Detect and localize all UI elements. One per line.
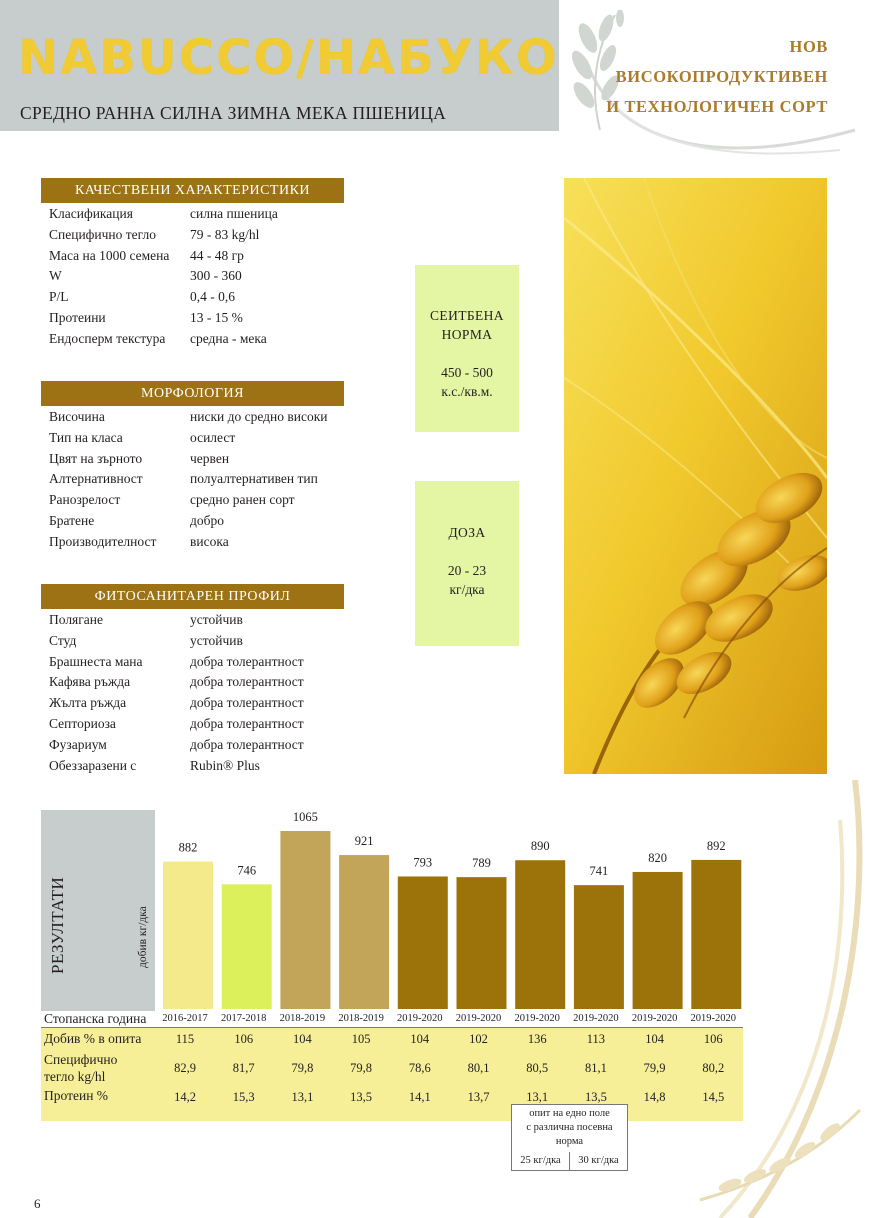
morphology-key: Цвят на зърното — [49, 450, 143, 466]
tag-new: НОВ — [789, 37, 828, 56]
yield-bar — [633, 872, 683, 1009]
phyto-key: Студ — [49, 632, 77, 648]
test-weight-cell: 78,6 — [408, 1061, 431, 1075]
morphology-row — [49, 449, 328, 470]
seeding-rate-value: 450 - 500 — [441, 365, 493, 380]
phyto-value: устойчив — [190, 612, 243, 627]
yield-axis-label: добив кг/дка — [137, 906, 149, 968]
morphology-row — [49, 469, 328, 490]
season-label: 2019-2020 — [631, 1013, 678, 1024]
yield-bar — [163, 862, 213, 1009]
morphology-value: висока — [190, 533, 229, 549]
yield-pct-cell: 115 — [175, 1032, 195, 1046]
row-label-yield: Добив % в опита — [44, 1031, 142, 1046]
phyto-section-title: ФИТОСАНИТАРЕН ПРОФИЛ — [41, 584, 344, 608]
yield-pct-cell: 102 — [469, 1032, 488, 1046]
yield-pct-cell: 106 — [703, 1032, 723, 1046]
phyto-row — [49, 693, 304, 714]
dose-value: 20 - 23 — [447, 563, 487, 578]
yield-pct-cell: 104 — [410, 1032, 430, 1046]
yield-value-label: 789 — [472, 856, 491, 871]
phyto-key: Фузариум — [49, 736, 107, 752]
morphology-row — [49, 428, 328, 449]
yield-bar — [339, 855, 389, 1009]
yield-bar — [222, 884, 272, 1009]
variety-title: NABUCCO/НАБУКО — [18, 30, 559, 86]
phyto-row — [49, 610, 304, 631]
yield-pct-cell: 104 — [645, 1032, 664, 1046]
phyto-row — [49, 652, 304, 673]
yield-value-label: 741 — [589, 864, 609, 879]
test-weight-cell: 79,8 — [350, 1061, 373, 1075]
page-number: 6 — [34, 1196, 41, 1211]
protein-cell: 14,2 — [174, 1090, 196, 1104]
yield-value-label: 882 — [178, 840, 198, 855]
yield-bar — [574, 885, 624, 1009]
quality-key: Ендосперм текстура — [49, 330, 166, 346]
yield-bar — [398, 876, 448, 1009]
morphology-value: ниски до средно високи — [190, 409, 328, 424]
quality-key: W — [49, 268, 62, 284]
results-label: РЕЗУЛТАТИ — [48, 876, 67, 974]
season-label: 2018-2019 — [338, 1013, 384, 1024]
morphology-row — [49, 490, 328, 511]
quality-list — [49, 204, 278, 350]
test-weight-cell: 82,9 — [174, 1061, 196, 1075]
phyto-value: добра толерантност — [190, 715, 304, 731]
phyto-row — [49, 672, 304, 693]
quality-row — [49, 287, 278, 308]
test-weight-cell: 81,7 — [232, 1061, 255, 1075]
yield-bar — [280, 831, 330, 1009]
phyto-key: Обеззаразени с — [49, 757, 137, 773]
phyto-key: Кафява ръжда — [49, 674, 131, 690]
morphology-key: Алтернативност — [49, 471, 143, 487]
protein-cell: 14,8 — [643, 1090, 666, 1104]
yield-bar — [515, 860, 565, 1009]
morphology-key: Височина — [49, 409, 105, 424]
test-weight-cell: 80,5 — [526, 1061, 549, 1075]
yield-pct-cell: 136 — [527, 1032, 547, 1046]
morphology-value: средно ранен сорт — [190, 492, 295, 508]
note-line: с различна посевна — [526, 1122, 613, 1133]
protein-cell: 13,7 — [467, 1090, 490, 1104]
wheat-decoration-icon — [560, 10, 860, 170]
morphology-key: Тип на класа — [49, 429, 123, 445]
morphology-list — [49, 407, 328, 553]
protein-cell: 13,1 — [291, 1090, 314, 1104]
yield-value-label: 1065 — [292, 810, 318, 824]
phyto-value: добра толерантност — [190, 695, 304, 711]
phyto-key: Септориоза — [49, 715, 116, 731]
phyto-divider — [41, 608, 344, 609]
season-label: 2016-2017 — [162, 1013, 208, 1024]
quality-key: Маса на 1000 семена — [49, 247, 170, 263]
phyto-row — [49, 714, 304, 735]
dose-unit: кг/дка — [449, 582, 485, 597]
morphology-value: полуалтернативен тип — [190, 471, 318, 487]
phyto-list — [49, 610, 304, 776]
yield-value-label: 892 — [706, 838, 726, 853]
year-label: Стопанска година — [44, 1011, 147, 1026]
yield-bar — [691, 860, 741, 1009]
quality-row — [49, 266, 278, 287]
morphology-value: добро — [190, 512, 224, 528]
quality-key: Класификация — [49, 206, 133, 221]
season-label: 2019-2020 — [397, 1013, 443, 1024]
quality-row — [49, 225, 278, 246]
quality-divider — [41, 202, 344, 203]
yield-pct-cell: 104 — [293, 1032, 312, 1046]
phyto-value: устойчив — [190, 632, 243, 648]
test-weight-cell: 81,1 — [584, 1061, 607, 1075]
note-line: опит на едно поле — [529, 1108, 610, 1119]
quality-value: 79 - 83 kg/hl — [190, 226, 260, 242]
yield-value-label: 820 — [648, 850, 667, 865]
row-label-weight-2: тегло kg/hl — [44, 1069, 106, 1084]
test-weight-cell: 79,8 — [291, 1061, 314, 1075]
protein-cell: 14,5 — [702, 1090, 725, 1104]
yield-value-label: 890 — [530, 839, 550, 854]
quality-row — [49, 329, 278, 350]
seeding-rate-unit: к.с./кв.м. — [441, 384, 493, 399]
test-weight-cell: 79,9 — [643, 1061, 666, 1075]
phyto-row — [49, 631, 304, 652]
morphology-key: Ранозрелост — [49, 492, 121, 508]
quality-value: 0,4 - 0,6 — [190, 289, 235, 305]
quality-row — [49, 246, 278, 267]
dose-box — [415, 481, 519, 646]
protein-cell: 14,1 — [408, 1090, 431, 1104]
row-label-protein: Протеин % — [44, 1088, 109, 1103]
quality-value: средна - мека — [190, 330, 267, 346]
yield-pct-cell: 106 — [234, 1032, 254, 1046]
quality-section-title: КАЧЕСТВЕНИ ХАРАКТЕРИСТИКИ — [41, 178, 344, 202]
note-box — [511, 1104, 628, 1153]
note-rate-right: 30 кг/дка — [578, 1155, 619, 1166]
yield-value-label: 746 — [237, 863, 257, 878]
tag-high-yield: ВИСОКОПРОДУКТИВЕН — [615, 67, 828, 86]
protein-cell: 13,5 — [350, 1090, 373, 1104]
yield-pct-cell: 105 — [351, 1032, 371, 1046]
morphology-value: осилест — [190, 429, 236, 445]
seeding-rate-label-2: НОРМА — [441, 327, 493, 342]
protein-cell: 15,3 — [232, 1090, 255, 1104]
quality-key: P/L — [49, 289, 69, 305]
variety-subtitle: СРЕДНО РАННА СИЛНА ЗИМНА МЕКА ПШЕНИЦА — [20, 103, 447, 123]
yield-bar — [457, 877, 507, 1009]
season-label: 2019-2020 — [514, 1013, 560, 1024]
morphology-value: червен — [190, 450, 230, 466]
phyto-key: Брашнеста мана — [49, 653, 143, 669]
yield-pct-cell: 113 — [586, 1032, 606, 1046]
wheat-photo — [564, 178, 827, 774]
quality-value: 300 - 360 — [190, 268, 242, 284]
morphology-key: Братене — [49, 512, 95, 528]
season-label: 2018-2019 — [279, 1013, 326, 1024]
quality-value: 44 - 48 гр — [190, 247, 244, 263]
tag-technological: И ТЕХНОЛОГИЧЕН СОРТ — [606, 97, 828, 116]
season-label: 2017-2018 — [220, 1013, 267, 1024]
quality-key: Специфично тегло — [49, 226, 157, 242]
phyto-value: Rubin® Plus — [190, 757, 260, 773]
seeding-rate-box — [415, 265, 519, 432]
morphology-row — [49, 532, 328, 553]
yield-value-label: 793 — [413, 855, 433, 870]
phyto-value: добра толерантност — [190, 674, 304, 690]
phyto-value: добра толерантност — [190, 653, 304, 669]
note-rate-left: 25 кг/дка — [512, 1152, 570, 1170]
protein-cell: 13,5 — [584, 1090, 607, 1104]
dose-label: ДОЗА — [448, 525, 486, 540]
phyto-row — [49, 756, 304, 777]
note-rates — [511, 1152, 628, 1171]
season-label: 2019-2020 — [455, 1013, 502, 1024]
phyto-value: добра толерантност — [190, 736, 304, 752]
phyto-row — [49, 735, 304, 756]
yield-value-label: 921 — [354, 834, 374, 849]
season-label: 2019-2020 — [690, 1013, 737, 1024]
phyto-key: Жълта ръжда — [49, 695, 127, 711]
quality-value: 13 - 15 % — [190, 309, 243, 325]
phyto-key: Полягане — [49, 612, 104, 627]
season-label: 2019-2020 — [573, 1013, 619, 1024]
note-line: норма — [555, 1136, 584, 1147]
protein-cell: 13,1 — [526, 1090, 549, 1104]
quality-row — [49, 204, 278, 225]
morphology-row — [49, 511, 328, 532]
test-weight-cell: 80,1 — [467, 1061, 490, 1075]
test-weight-cell: 80,2 — [702, 1061, 725, 1075]
seeding-rate-label: СЕИТБЕНА — [430, 308, 504, 323]
quality-row — [49, 308, 278, 329]
morphology-row — [49, 407, 328, 428]
morphology-section-title: МОРФОЛОГИЯ — [41, 381, 344, 405]
morphology-divider — [41, 405, 344, 406]
row-label-weight: Специфично — [44, 1052, 118, 1067]
quality-value: силна пшеница — [190, 206, 278, 221]
quality-key: Протеини — [49, 309, 106, 325]
morphology-key: Производителност — [49, 533, 157, 549]
yield-bar-chart — [150, 808, 750, 1013]
